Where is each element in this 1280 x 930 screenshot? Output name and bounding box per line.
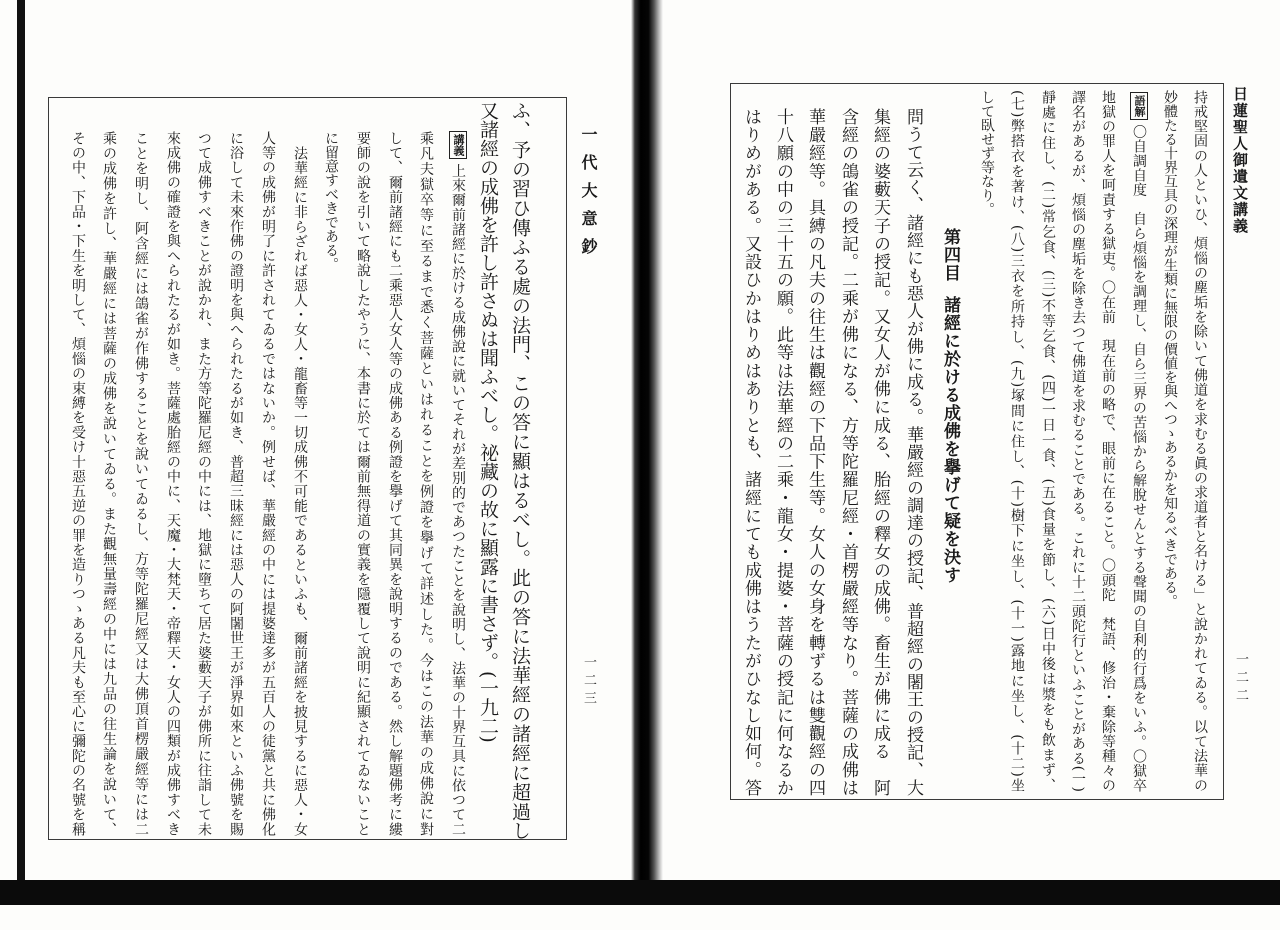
lecture-line: その中、下品・下生を明して、煩惱の束縛を受け十惡五逆の罪を造りつゝある凡夫も至心に彌陀の名號を稱 <box>70 131 86 836</box>
lecture-line: に留意すべきである。 <box>323 131 339 271</box>
running-head: 日蓮聖人御遺文講義 <box>1231 86 1249 235</box>
glossary-line: 譯名があるが、煩惱の塵垢を除き去つて佛道を求むることである。これに十二頭陀行といふことがある(一) <box>1070 90 1086 792</box>
section-heading <box>937 228 963 608</box>
lecture-line: つて成佛すべきことが說かれ、また方等陀羅尼經の中には、地獄に墮ちて居た婆藪天子が佛所に往詣して未 <box>196 131 212 836</box>
page-edge-shadow <box>17 0 25 881</box>
lecture-line: 來成佛の確證を與へられたるが如き。菩薩處胎經の中に、天魔・大梵天・帝釋天・女人の四類が成佛すべき <box>165 131 181 836</box>
glossary-line <box>1127 92 1151 792</box>
lecture-line: 乘凡夫獄卒等に至るまで悉く菩薩といはれることを例證を擧げて詳述した。今はこの法華の成佛說に對 <box>418 131 434 836</box>
lecture-line: 人等の成佛が明了に許されてゐるではないか。例せば、華嚴經の中には提婆達多が五百人の徒黨と共に佛化 <box>260 131 276 836</box>
commentary-line: 持戒堅固の人といひ、煩惱の塵垢を除いて佛道を求むる眞の求道者と名ける」と說かれてゐる。以て法華の <box>1192 90 1208 792</box>
original-text-line: ふ、予の習ひ傳ふる處の法門、この答に顯はるべし。此の答に法華經の諸經に超過し <box>509 101 531 840</box>
glossary-line: 地獄の罪人を呵責する獄吏。〇在前 現在前の略で、眼前に在ること。〇頭陀 梵語、修治・棄除等種々の <box>1100 90 1116 792</box>
original-text-line: 又諸經の成佛を許し許さぬは聞ふべし。祕藏の故に顯露に書さず。(一九二) <box>477 101 499 743</box>
original-text-line: 問うて云く、諸經にも惡人が佛に成る。華嚴經の調達の授記、普超經の闍王の授記、大 <box>903 108 923 796</box>
lecture-line: 要師の說を引いて略說したやうに、本書に於ては爾前無得道の實義を隱覆して說明に紀顯されてゐないこと <box>355 131 371 836</box>
original-text-line: 含經の鴿雀の授記。二乘が佛になる、方等陀羅尼經・首楞嚴經等なり。菩薩の成佛は <box>838 108 858 796</box>
running-head: 一代大意鈔 <box>579 126 598 266</box>
glossary-line-text: 〇自調自度 自ら煩惱を調理し、自ら三界の苦惱から解脫せんとする聲聞の自利的行爲をいふ。〇獄卒 <box>1131 124 1147 792</box>
glossary-label: 語解 <box>1130 92 1148 120</box>
lecture-line <box>446 131 470 836</box>
glossary-line: (七)弊搭衣を著け、(八)三衣を所持し、(九)塚間に住し、(十)樹下に坐し、(十一)露地に坐し、(十二)坐 <box>1009 90 1025 792</box>
lecture-line: して、爾前諸經にも二乘惡人女人等の成佛ある例證を擧げて其同異を說明するのである。然し解題佛考に縷 <box>387 131 403 836</box>
original-text-line: 華嚴經等。具縛の凡夫の往生は觀經の下品下生等。女人の女身を轉ずるは雙觀經の四 <box>805 108 825 796</box>
book-spine-shadow <box>631 0 663 881</box>
section-title: 諸經に於ける成佛を擧げて疑を決す <box>940 296 960 584</box>
lecture-line: 乘の成佛を許し、華嚴經には菩薩の成佛を說いてゐる。また觀無量壽經の中には九品の往生論を說いて、 <box>101 131 117 836</box>
commentary-line: 妙體たる十界互具の深理が生類に無限の價値を與へつゝあるかを知るべきである。 <box>1162 90 1178 608</box>
lecture-line: に浴して未來作佛の證明を與へられたるが如き、普超三昧經には惡人の阿闍世王が淨界如來といふ佛號を賜 <box>228 131 244 836</box>
page-number: 一二二 <box>1233 652 1248 706</box>
page-number: 一二三 <box>581 655 596 709</box>
glossary-line: 靜處に住し、(二)常乞食、(三)不等乞食、(四)一日一食、(五)食量を節し、(六)日中後は漿をも飲まず、 <box>1040 90 1056 792</box>
original-text-line: はりめがある。又設ひかはりめはありとも、諸經にても成佛はうたがひなし如何。答 <box>741 108 761 796</box>
glossary-line: して臥せず等なり。 <box>979 90 995 216</box>
lecture-line: ことを明し、阿含經には鴿雀が作佛することを說いてゐるし、方等陀羅尼經又は大佛頂首楞嚴經等には二 <box>133 131 149 836</box>
lecture-label: 講義 <box>449 131 467 159</box>
section-number: 第四目 <box>940 228 960 282</box>
original-text-line: 集經の婆藪天子の授記。又女人が佛に成る、胎經の釋女の成佛。畜生が佛に成る 阿 <box>870 108 890 796</box>
original-text-line: 十八願の中の三十五の願。此等は法華經の二乘・龍女・提婆・菩薩の授記に何なるか <box>773 108 793 796</box>
lecture-line-text: 上來爾前諸經に於ける成佛說に就いてそれが差別的であつたことを說明し、法華の十界互具に依つて二 <box>450 163 466 836</box>
lecture-line: 法華經に非らざれば惡人・女人・龍畜等一切成佛不可能であるといふも、爾前諸經を披見するに惡人・女 <box>292 146 308 836</box>
scan-bottom-border <box>0 880 1280 905</box>
